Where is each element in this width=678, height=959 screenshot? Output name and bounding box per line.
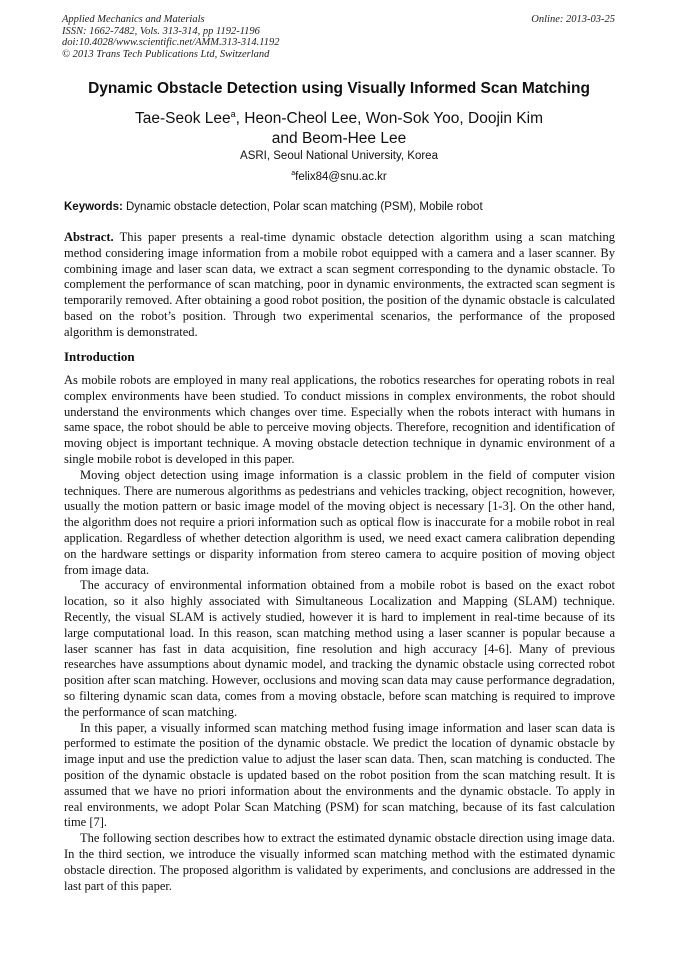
abstract-label: Abstract.	[64, 230, 114, 244]
author-list	[40, 104, 638, 149]
online-date: Online: 2013-03-25	[531, 14, 615, 25]
issn-line: ISSN: 1662-7482, Vols. 313-314, pp 1192-1196	[62, 25, 260, 37]
paragraph: The following section describes how to extract the estimated dynamic obstacle direction using image data. In the third section, we introduce the visually informed scan matching method with the estimated dynamic obstacle direction. The proposed algorithm is validated by experiments, and conclusions are addressed in the last part of this paper.	[64, 831, 615, 893]
journal-name: Applied Mechanics and Materials	[62, 14, 205, 25]
author-line-1	[40, 104, 638, 129]
email-address: felix84@snu.ac.kr	[295, 171, 387, 183]
abstract-text: This paper presents a real-time dynamic obstacle detection algorithm using a scan matching method considering image information from a mobile robot equipped with a camera and a laser scanner. By combining image and laser scan data, we extract a scan segment corresponding to the dynamic obstacle. To complement the performance of scan matching, poor in dynamic environments, the extracted scan segment is temporarily removed. After obtaining a good robot position, the position of the dynamic obstacle is calculated based on the robot’s position. Through two experimental scenarios, the performance of the proposed algorithm is demonstrated.	[64, 230, 615, 339]
paragraph: In this paper, a visually informed scan matching method fusing image information and laser scan data is performed to estimate the position of the dynamic obstacle. We predict the location of dynamic obstacle by image input and use the prediction value to adjust the laser scan data. Then, scan matching is conducted. The position of the dynamic obstacle is updated based on the robot position from the scan matching result. It is assumed that we have no priori information about the environments and the dynamic obstacle. To apply in real environments, we adopt Polar Scan Matching (PSM) for scan matching, because of its fast calculation time [7].	[64, 720, 615, 830]
paragraph: Moving object detection using image information is a classic problem in the field of computer vision techniques. There are numerous algorithms as pedestrians and vehicles tracking, object recognition, however, usually the motion pattern or basic image model of the moving object is necessary [1-3]. On the other hand, the algorithm does not require a priori information such as optical flow is inaccurate for a mobile robot in real application. Regardless of whether detection algorithm is used, we need exact camera calibration depending on the hardware settings or disparity information from stereo camera to acquire position of moving object from image data.	[64, 467, 615, 577]
abstract	[64, 230, 615, 341]
doi-line: doi:10.4028/www.scientific.net/AMM.313-314.1192	[62, 37, 280, 48]
first-author: Tae-Seok Lee	[135, 110, 231, 127]
author-affiliation-mark: a	[230, 109, 236, 119]
journal-header	[62, 14, 615, 60]
author-email	[40, 170, 638, 183]
other-authors: , Heon-Cheol Lee, Won-Sok Yoo, Doojin Kim	[235, 110, 543, 127]
keywords-text: Dynamic obstacle detection, Polar scan matching (PSM), Mobile robot	[122, 201, 483, 213]
affiliation: ASRI, Seoul National University, Korea	[240, 150, 438, 162]
paragraph: As mobile robots are employed in many real applications, the robotics researches for operating robots in real complex environments have been studied. To conduct missions in complex environments, the robot should understand the environments which changes over time. Especially when the robots interact with humans in same space, the robot should be able to perceive moving objects. Therefore, recognition and identification of moving object is important technique. A moving obstacle detection technique in dynamic environment of a single mobile robot is developed in this paper.	[64, 373, 615, 466]
paper-title: Dynamic Obstacle Detection using Visually Informed Scan Matching	[88, 80, 590, 97]
author-line-2: and Beom-Hee Lee	[271, 130, 407, 147]
introduction-body	[64, 373, 615, 894]
keywords	[64, 201, 616, 213]
keywords-label: Keywords:	[64, 201, 123, 213]
introduction-heading: Introduction	[64, 349, 135, 364]
email-mark: a	[291, 170, 296, 177]
paragraph: The accuracy of environmental information obtained from a mobile robot is based on the exact robot location, so it also highly associated with Simultaneous Localization and Mapping (SLAM) technique. Recently, the visual SLAM is actively studied, however it is hard to implement in real-time because of its large computational load. In this reason, scan matching method using a laser scanner is popular because a laser scanner has fast in data acquisition, fine resolution and high accuracy [4-6]. Many of previous researches have assumptions about dynamic model, and tracking the dynamic obstacle using corrected robot position after scan matching. However, occlusions and moving scan data may cause performance degradation, so filtering dynamic scan data, comes from a moving obstacle, before scan matching is required to improve the performance of scan matching.	[64, 578, 615, 719]
copyright-line: © 2013 Trans Tech Publications Ltd, Switzerland	[62, 48, 270, 60]
